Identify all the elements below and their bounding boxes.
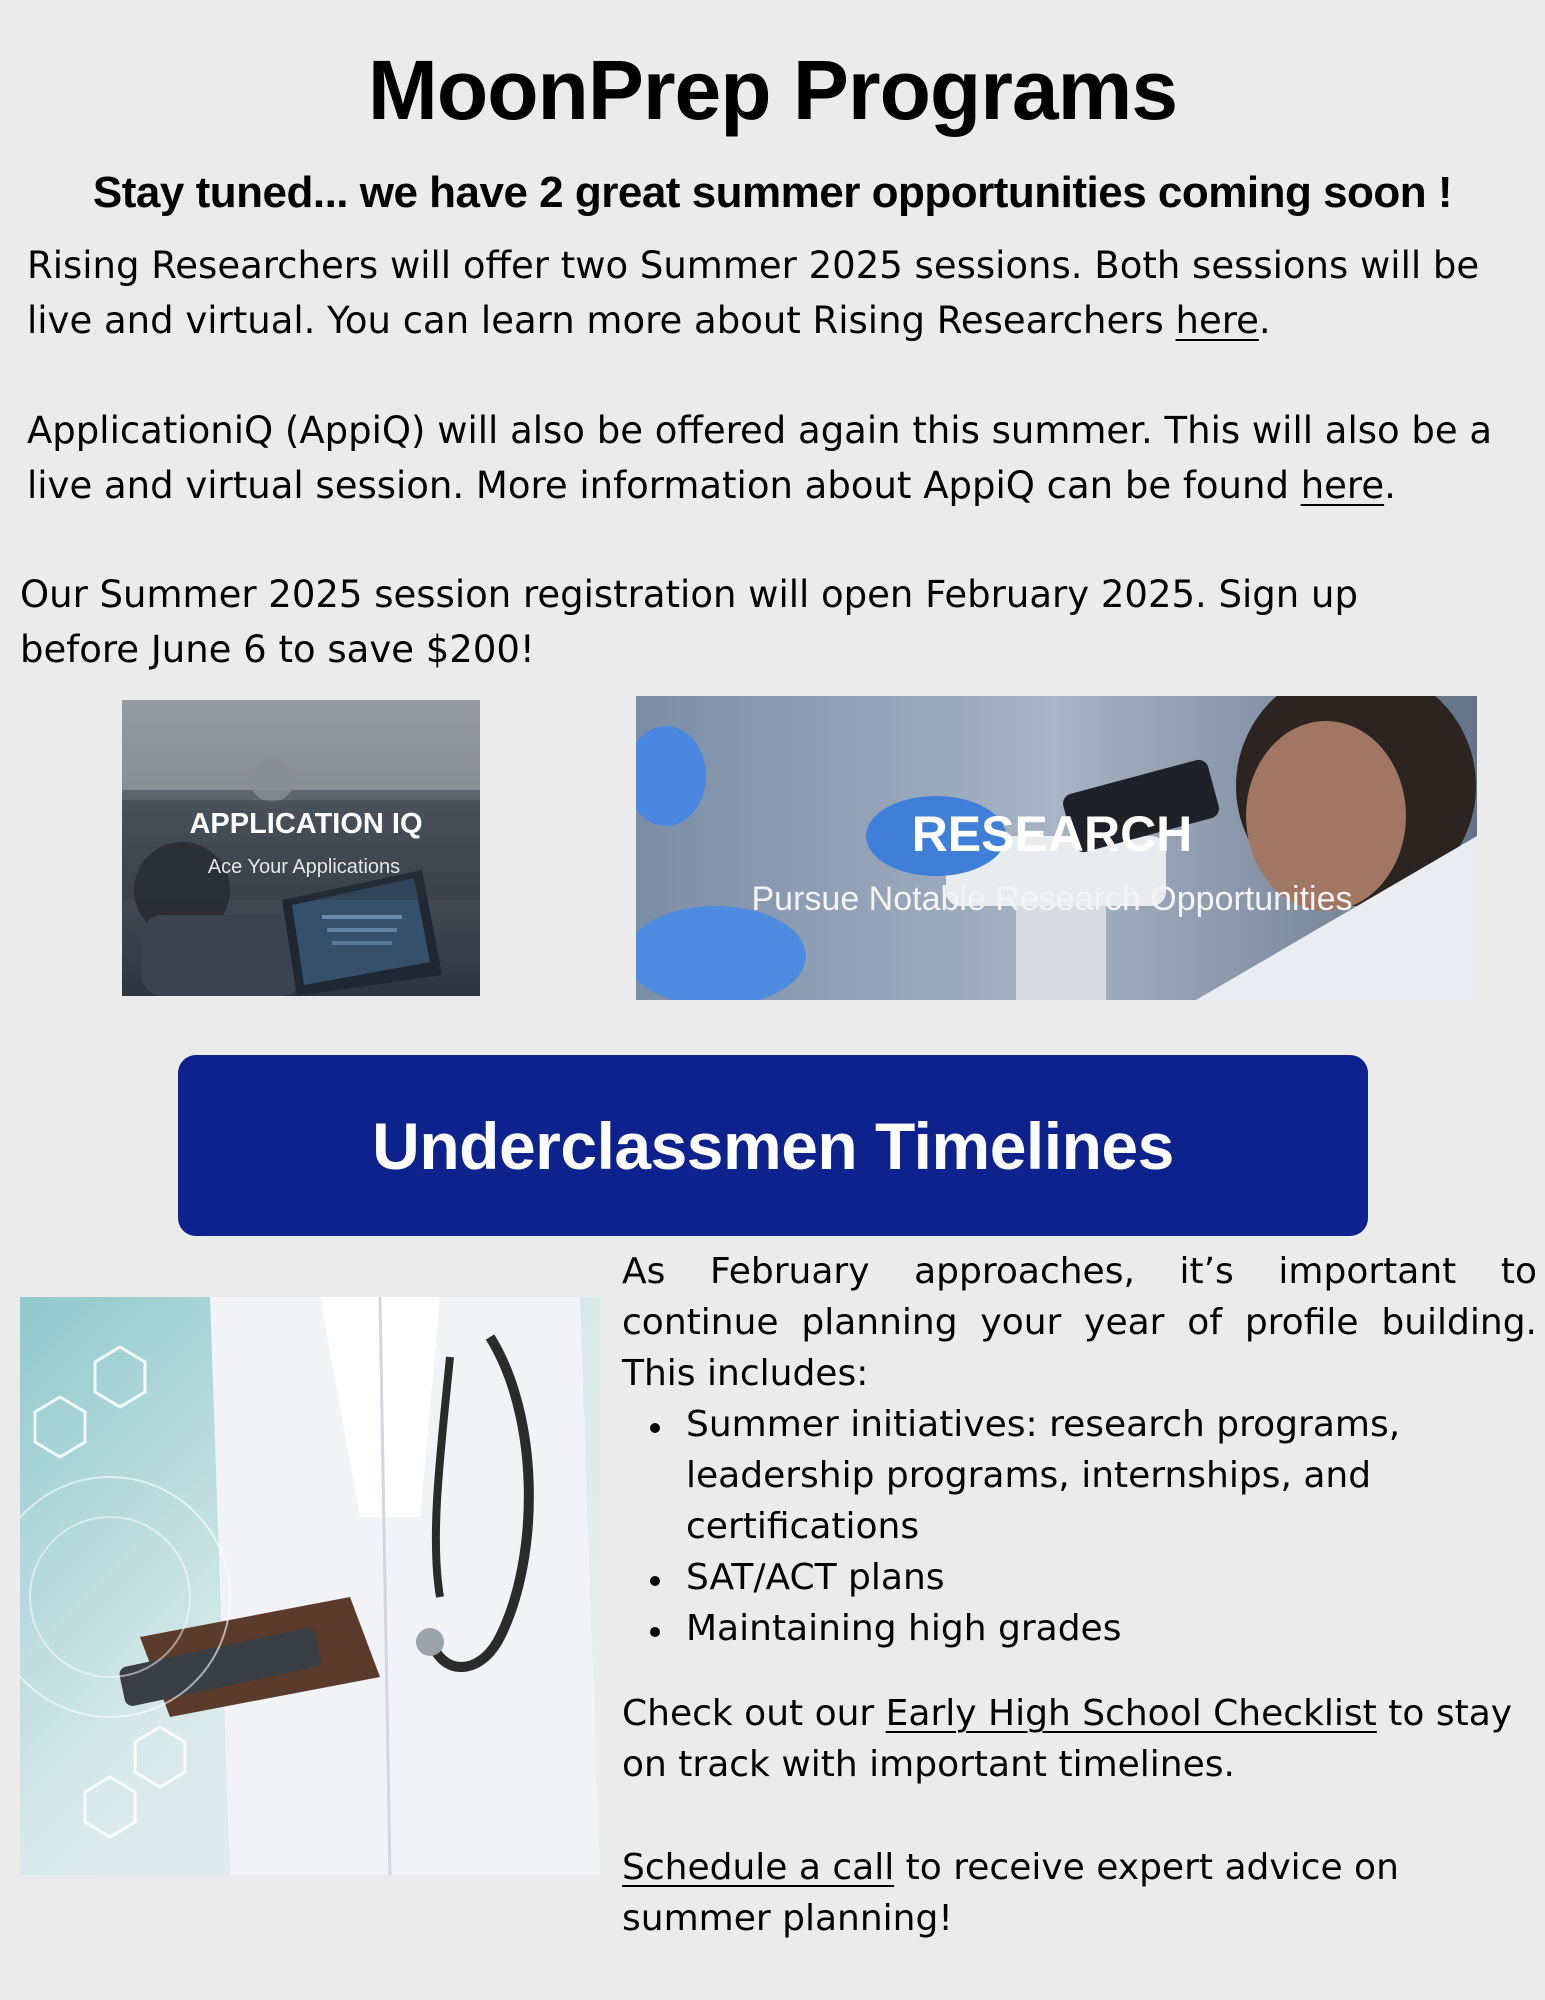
- research-title: RESEARCH: [911, 806, 1193, 862]
- application-iq-illustration: [122, 700, 480, 996]
- list-item: Summer initiatives: research programs, leadership programs, internships, and certifications: [686, 1399, 1537, 1552]
- appiq-link[interactable]: here: [1300, 464, 1385, 507]
- banner-title: Underclassmen Timelines: [372, 1108, 1174, 1183]
- application-iq-subtitle: Ace Your Applications: [207, 856, 401, 878]
- doctor-tablet-image: [20, 1297, 600, 1875]
- doctor-illustration: [20, 1297, 600, 1875]
- research-illustration: [636, 696, 1477, 1000]
- rising-researchers-paragraph: Rising Researchers will offer two Summer 2025 sessions. Both sessions will be live and virtual. You can learn more about Rising Researchers here.: [27, 244, 1480, 342]
- application-iq-title: APPLICATION IQ: [189, 808, 423, 840]
- early-high-school-checklist-link[interactable]: Early High School Checklist: [885, 1693, 1377, 1734]
- page-subtitle: Stay tuned... we have 2 great summer opportunities coming soon !: [92, 168, 1453, 217]
- underclassmen-timelines-banner: [178, 1055, 1368, 1236]
- rising-researchers-link[interactable]: here: [1175, 299, 1259, 342]
- registration-paragraph: Our Summer 2025 session registration will open February 2025. Sign up before June 6 to save $200!: [20, 573, 1358, 671]
- timelines-lead: As February approaches, it’s important to continue planning your year of profile building. This includes:: [622, 1251, 1537, 1394]
- schedule-call-paragraph: Schedule a call to receive expert advice on summer planning!: [622, 1847, 1399, 1939]
- schedule-a-call-link[interactable]: Schedule a call: [622, 1847, 895, 1888]
- research-subtitle: Pursue Notable Research Opportunities: [751, 880, 1353, 918]
- page-title: MoonPrep Programs: [367, 43, 1178, 137]
- timelines-content: [622, 1246, 1537, 1944]
- appiq-paragraph: ApplicationiQ (AppiQ) will also be offered again this summer. This will also be a live and virtual session. More information about AppiQ can be found here.: [27, 409, 1493, 507]
- checklist-paragraph: Check out our Early High School Checklist to stay on track with important timelines.: [622, 1693, 1513, 1785]
- list-item: Maintaining high grades: [686, 1603, 1537, 1654]
- research-image[interactable]: [636, 696, 1477, 1000]
- timelines-list: [622, 1399, 1537, 1654]
- list-item: SAT/ACT plans: [686, 1552, 1537, 1603]
- application-iq-image[interactable]: [122, 700, 480, 996]
